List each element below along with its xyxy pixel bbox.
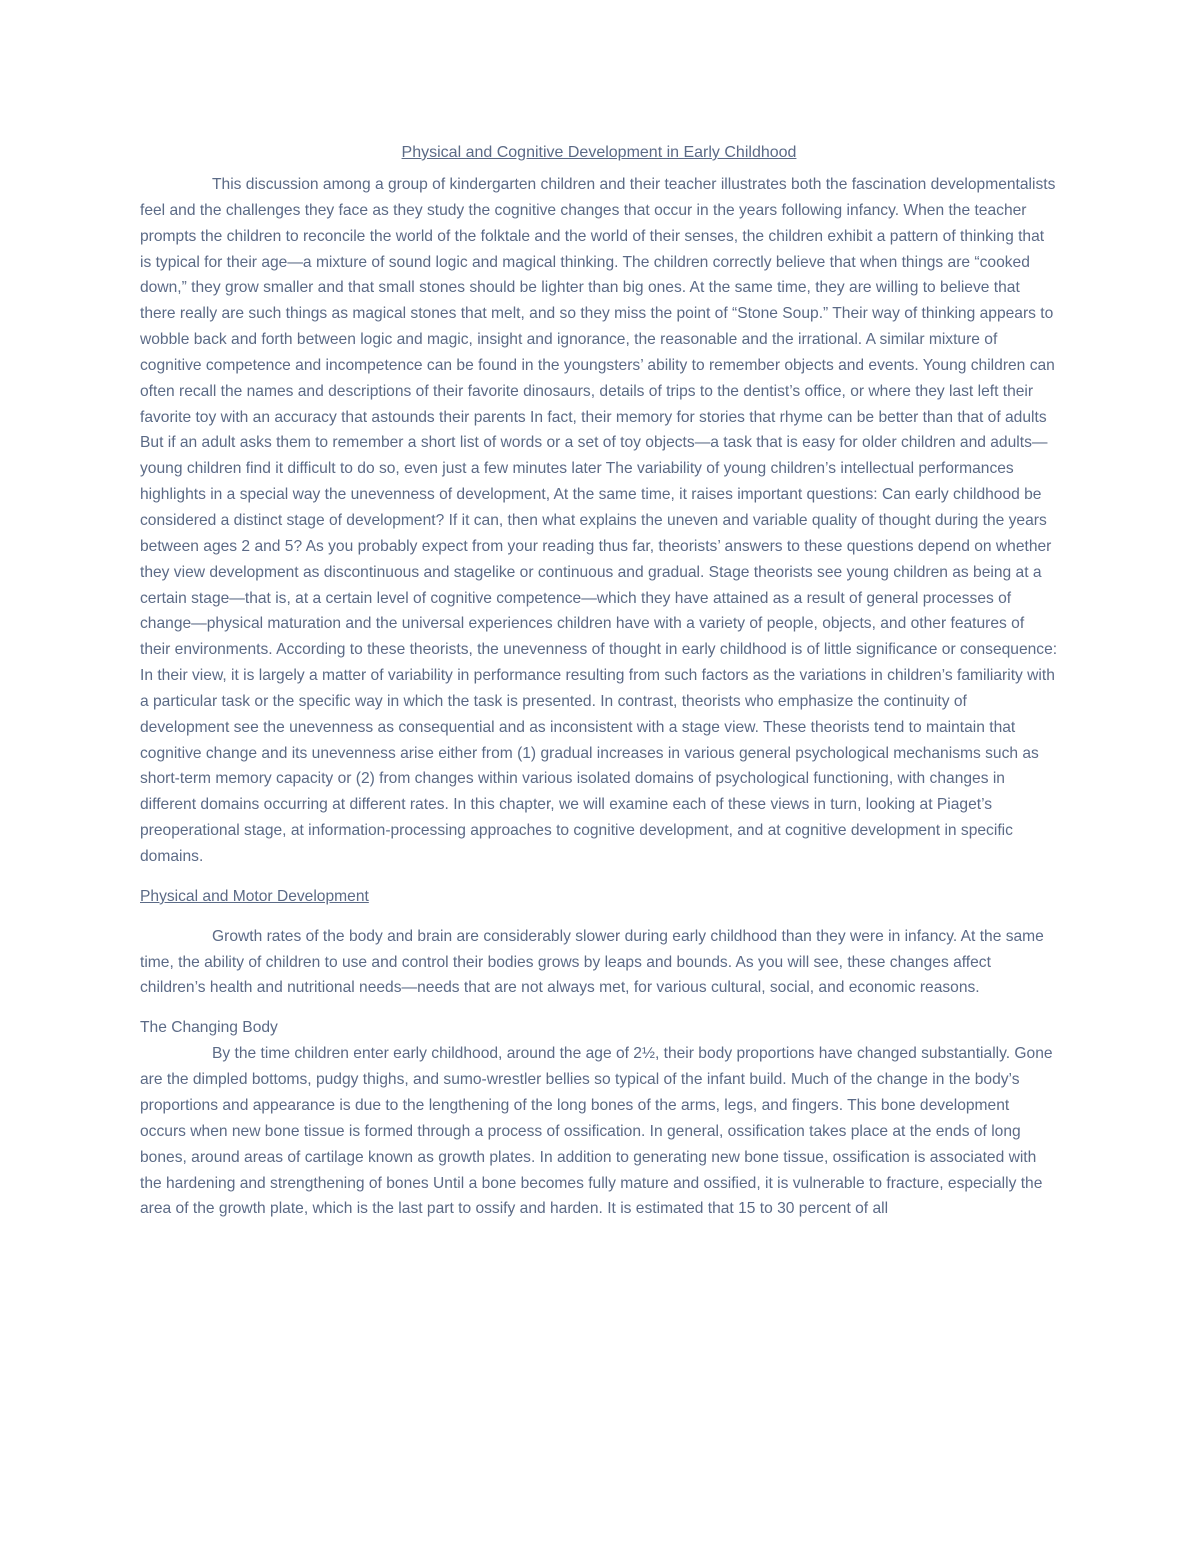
document-page <box>140 140 1058 1222</box>
changing-body-paragraph: By the time children enter early childhood, around the age of 2½, their body proportions have changed substantially. Gone are the dimpled bottoms, pudgy thighs, and sumo-wrestler bellies so typical of the infant build. Much of the change in the body’s proportions and appearance is due to the lengthening of the long bones of the arms, legs, and fingers. This bone development occurs when new bone tissue is formed through a process of ossification. In general, ossification takes place at the ends of long bones, around areas of cartilage known as growth plates. In addition to generating new bone tissue, ossification is associated with the hardening and strengthening of bones Until a bone becomes fully mature and ossified, it is vulnerable to fracture, especially the area of the growth plate, which is the last part to ossify and harden. It is estimated that 15 to 30 percent of all <box>140 1045 1053 1218</box>
physical-motor-paragraph: Growth rates of the body and brain are considerably slower during early childhood than they were in infancy. At the same time, the ability of children to use and control their bodies grows by leaps and bounds. As you will see, these changes affect children’s health and nutritional needs—needs that are not always met, for various cultural, social, and economic reasons. <box>140 927 1044 997</box>
section-heading-changing-body: The Changing Body <box>140 1019 278 1037</box>
document-title: Physical and Cognitive Development in Early Childhood <box>401 144 797 161</box>
intro-paragraph: This discussion among a group of kindergarten children and their teacher illustrates both the fascination developmentalists feel and the challenges they face as they study the cognitive changes that occur in the years following infancy. When the teacher prompts the children to reconcile the world of the folktale and the world of their senses, the children exhibit a pattern of thinking that is typical for their age—a mixture of sound logic and magical thinking. The children correctly believe that when things are “cooked down,” they grow smaller and that small stones should be lighter than big ones. At the same time, they are willing to believe that there really are such things as magical stones that melt, and so they miss the point of “Stone Soup.” Their way of thinking appears to wobble back and forth between logic and magic, insight and ignorance, the reasonable and the irrational. A similar mixture of cognitive competence and incompetence can be found in the youngsters’ ability to remember objects and events. Young children can often recall the names and descriptions of their favorite dinosaurs, details of trips to the dentist’s office, or where they last left their favorite toy with an accuracy that astounds their parents In fact, their memory for stories that rhyme can be better than that of adults But if an adult asks them to remember a short list of words or a set of toy objects—a task that is easy for older children and adults—young children find it difficult to do so, even just a few minutes later The variability of young children’s intellectual performances highlights in a special way the unevenness of development, At the same time, it raises important questions: Can early childhood be considered a distinct stage of development? If it can, then what explains the uneven and variable quality of thought during the years between ages 2 and 5? As you probably expect from your reading thus far, theorists’ answers to these questions depend on whether they view development as discontinuous and stagelike or continuous and gradual. Stage theorists see young children as being at a certain stage—that is, at a certain level of cognitive competence—which they have attained as a result of general processes of change—physical maturation and the universal experiences children have with a variety of people, objects, and other features of their environments. According to these theorists, the unevenness of thought in early childhood is of little significance or consequence: In their view, it is largely a matter of variability in performance resulting from such factors as the variations in children’s familiarity with a particular task or the specific way in which the task is presented. In contrast, theorists who emphasize the continuity of development see the unevenness as consequential and as inconsistent with a stage view. These theorists tend to maintain that cognitive change and its unevenness arise either from (1) gradual increases in various general psychological mechanisms such as short-term memory capacity or (2) from changes within various isolated domains of psychological functioning, with changes in different domains occurring at different rates. In this chapter, we will examine each of these views in turn, looking at Piaget’s preoperational stage, at information-processing approaches to cognitive development, and at cognitive development in specific domains. <box>140 176 1058 865</box>
section-heading-physical-motor: Physical and Motor Development <box>140 887 369 905</box>
